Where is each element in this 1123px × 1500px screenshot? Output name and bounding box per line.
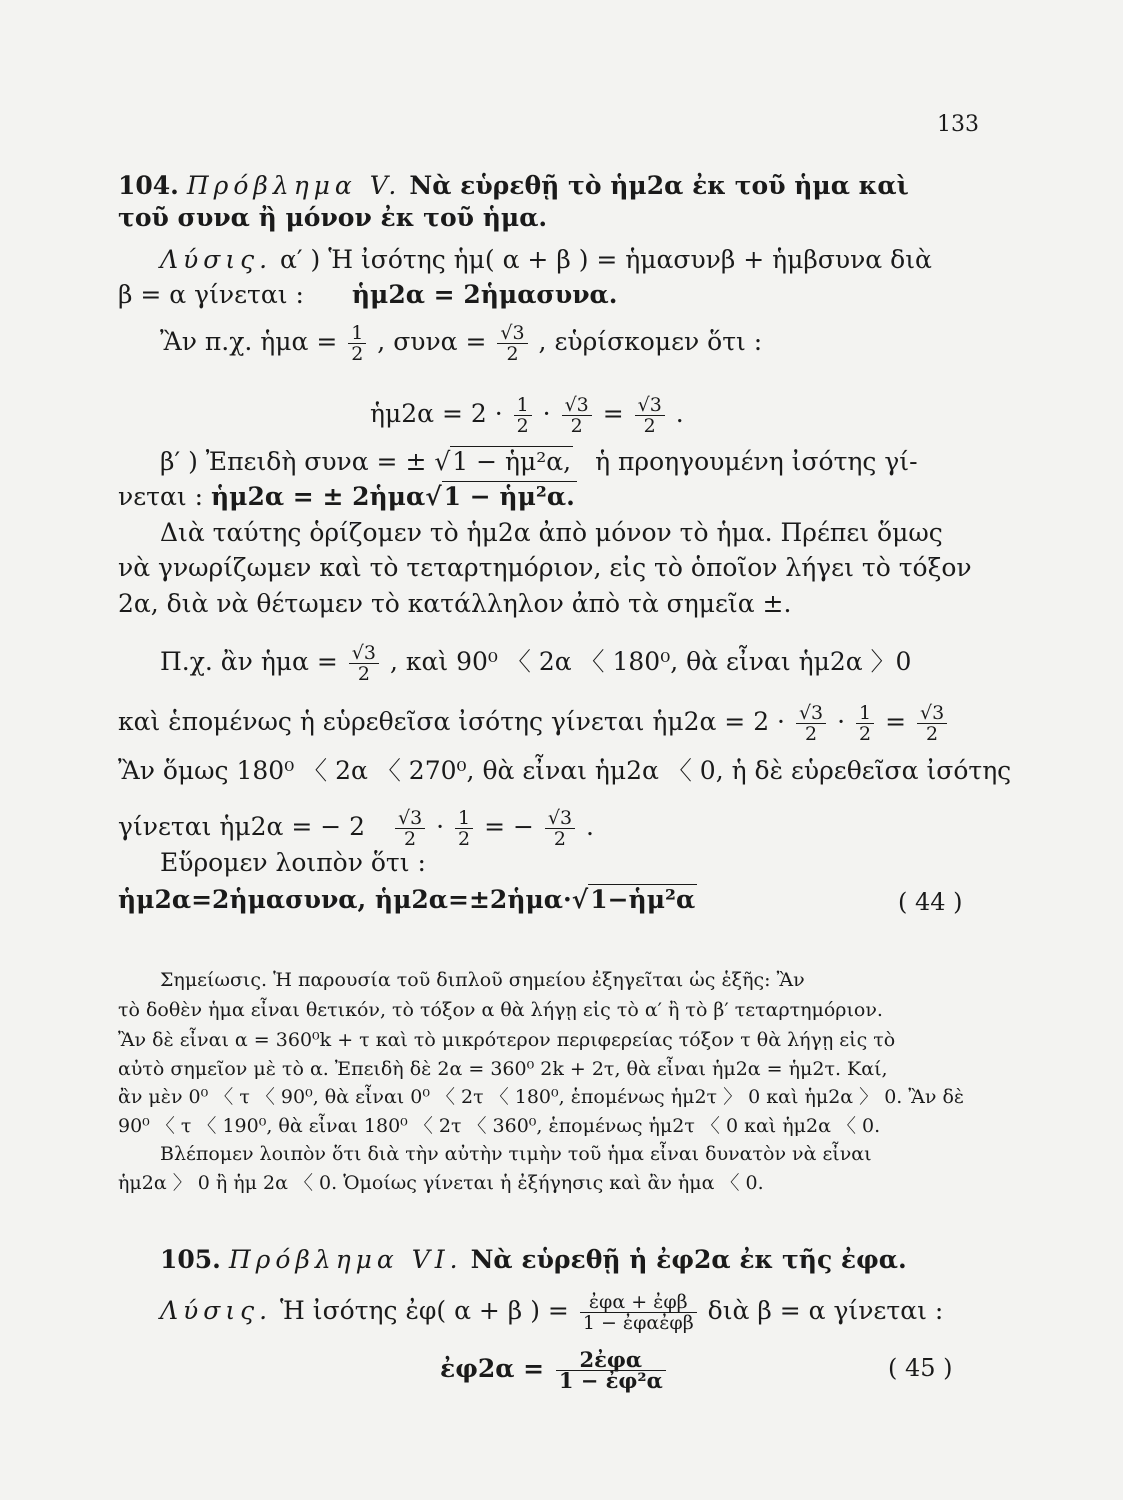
period: . (586, 812, 594, 841)
example-2-text-a: Π.χ. ἂν ἡμα = (160, 647, 338, 676)
solution-line-2 (118, 280, 618, 310)
equals-sign: = (602, 399, 624, 428)
radical-sign: √ (434, 447, 451, 476)
dot-operator: · (436, 812, 445, 841)
frac-den: 2 (926, 723, 939, 745)
radical-expression (434, 446, 573, 476)
solution-line-1 (160, 245, 932, 275)
fraction-sqrt3-half (796, 703, 826, 744)
remark-line-5: ἂν μὲν 0⁰ 〈 τ 〈 90⁰, θὰ εἶναι 0⁰ 〈 2τ 〈 180⁰, ἑπομένως ἡμ2τ 〉 0 καὶ ἡμ2α 〉 0. Ἂν δὲ (118, 1086, 965, 1108)
frac-num: √3 (545, 808, 575, 829)
fraction-sqrt3-half (497, 323, 527, 364)
problem-105-title: Πρόβλημα VI. (228, 1245, 463, 1274)
radical-sign: √ (571, 885, 589, 914)
part-b-text-c: νεται : (118, 482, 204, 511)
fraction-one-half (856, 703, 874, 744)
formula-sin2a: ἡμ2α = 2ἡμασυνα. (351, 280, 618, 309)
fraction-tan-sum (580, 1292, 697, 1333)
remark-line-3: Ἂν δὲ εἶναι α = 360⁰k + τ καὶ τὸ μικρότερον περιφερείας τόξον τ θὰ λήγῃ εἰς τὸ (118, 1029, 896, 1051)
frac-num: √3 (349, 643, 379, 664)
frac-den: 2 (506, 343, 519, 365)
example-text-c: , εὑρίσκομεν ὅτι : (538, 327, 763, 356)
frac-den: 2 (357, 663, 370, 685)
frac-num: 1 (856, 703, 874, 724)
part-b-text-b: ἡ προηγουμένη ἰσότης γί- (595, 447, 918, 476)
solution-105-text-a: Ἡ ἰσότης ἐφ( α + β ) = (280, 1296, 569, 1325)
example-text-b: , συνα = (377, 327, 487, 356)
fraction-sqrt3-half (635, 395, 665, 436)
fraction-tan2a (556, 1347, 666, 1393)
frac-den: 2 (570, 415, 583, 437)
solution-text-1: α′ ) Ἡ ἰσότης ἡμ( α + β ) = ἡμασυνβ + ἡμβσυνα διὰ (280, 245, 932, 274)
example-2-text-b: , καὶ 90⁰ 〈 2α 〈 180⁰, θὰ εἶναι ἡμ2α 〉0 (389, 647, 912, 676)
problem-104-number: 104. (118, 171, 179, 200)
formula-45-lhs: ἐφ2α = (440, 1354, 545, 1383)
example-result (370, 395, 684, 436)
part-b-line-2 (118, 482, 577, 512)
period: . (675, 399, 684, 428)
fraction-one-half (514, 395, 532, 436)
solution-label: Λύσις. (160, 1296, 273, 1325)
problem-105-statement: Νὰ εὑρεθῇ ἡ ἐφ2α ἐκ τῆς ἐφα. (470, 1245, 907, 1274)
problem-104-statement-a: Νὰ εὑρεθῇ τὸ ἡμ2α ἐκ τοῦ ἡμα καὶ (409, 171, 909, 200)
fraction-sqrt3-half (562, 395, 592, 436)
frac-num: √3 (395, 808, 425, 829)
frac-den: 2 (404, 828, 417, 850)
fraction-one-half (455, 808, 473, 849)
formula-plusminus: ἡμ2α = ± 2ἡμα (211, 482, 426, 511)
solution-105-text-b: διὰ β = α γίνεται : (707, 1296, 944, 1325)
radical-expression (425, 481, 577, 511)
remark-line-7: Βλέπομεν λοιπὸν ὅτι διὰ τὴν αὐτὴν τιμὴν τοῦ ἡμα εἶναι δυνατὸν νὰ εἶναι (160, 1143, 872, 1165)
fraction-sqrt3-half (917, 703, 947, 744)
conclusion-intro: Εὕρομεν λοιπὸν ὅτι : (160, 848, 426, 877)
problem-104-statement-b: τοῦ συνα ἢ μόνον ἐκ τοῦ ἡμα. (118, 203, 548, 232)
solution-text-2a: β = α γίνεται : (118, 280, 304, 309)
frac-num: √3 (635, 395, 665, 416)
problem-104-title: Πρόβλημα V. (186, 171, 402, 200)
frac-den: 1 − ἐφαἐφβ (582, 1312, 694, 1334)
case-line: Ἂν ὅμως 180⁰ 〈 2α 〈 270⁰, θὰ εἶναι ἡμ2α 〈 0, ἡ δὲ εὑρεθεῖσα ἰσότης (118, 756, 1012, 785)
formula-44 (118, 885, 697, 915)
equals-minus: = − (484, 812, 534, 841)
radicand: 1 − ἡμ²α. (443, 482, 575, 511)
remark-line-8: ἡμ2α 〉 0 ἢ ἡμ 2α 〈 0. Ὁμοίως γίνεται ἡ ἐξήγησις καὶ ἂν ἡμα 〈 0. (118, 1172, 764, 1194)
frac-num: 2ἐφα (556, 1350, 666, 1371)
example-text-a: Ἂν π.χ. ἡμα = (160, 327, 338, 356)
formula-44-text: ἡμ2α=2ἡμασυνα, ἡμ2α=±2ἡμα· (118, 885, 572, 914)
frac-num: ἐφα + ἐφβ (580, 1292, 697, 1313)
frac-num: 1 (514, 395, 532, 416)
remark-line-2: τὸ δοθὲν ἡμα εἶναι θετικόν, τὸ τόξον α θὰ λήγῃ εἰς τὸ α′ ἢ τὸ β′ τεταρτημόριον. (118, 999, 883, 1021)
problem-105-solution (160, 1292, 943, 1333)
remark-line-1: Σημείωσις. Ἡ παρουσία τοῦ διπλοῦ σημείου ἐξηγεῖται ὡς ἑξῆς: Ἂν (160, 969, 805, 991)
remark-line-4: αὐτὸ σημεῖον μὲ τὸ α. Ἐπειδὴ δὲ 2α = 360⁰ 2k + 2τ, θὰ εἶναι ἡμ2α = ἡμ2τ. Καί, (118, 1058, 888, 1080)
fraction-sqrt3-half (349, 643, 379, 684)
fraction-sqrt3-half (545, 808, 575, 849)
frac-num: √3 (562, 395, 592, 416)
example-line (160, 323, 762, 364)
page-number: 133 (937, 112, 979, 137)
paragraph-line-1: Διὰ ταύτης ὁρίζομεν τὸ ἡμ2α ἀπὸ μόνον τὸ ἡμα. Πρέπει ὅμως (160, 518, 943, 547)
frac-den: 2 (516, 415, 529, 437)
case-result (118, 808, 594, 849)
frac-num: √3 (796, 703, 826, 724)
remark-line-6: 90⁰ 〈 τ 〈 190⁰, θὰ εἶναι 180⁰ 〈 2τ 〈 360⁰, ἑπομένως ἡμ2τ 〈 0 καὶ ἡμ2α 〈 0. (118, 1115, 881, 1137)
frac-num: 1 (348, 323, 366, 344)
frac-num: √3 (497, 323, 527, 344)
example-2-result (118, 703, 950, 744)
dot-operator: · (542, 399, 551, 428)
radicand: 1 − ἡμ²α, (452, 447, 572, 476)
frac-den: 2 (643, 415, 656, 437)
frac-den: 2 (351, 343, 364, 365)
problem-104-heading (118, 171, 909, 201)
frac-den: 1 − ἐφ²α (558, 1368, 663, 1393)
problem-105-number: 105. (160, 1245, 221, 1274)
part-b-line (160, 447, 918, 477)
radical-expression (572, 884, 697, 914)
example-2-line (160, 643, 911, 684)
equation-number-44: ( 44 ) (898, 888, 963, 916)
frac-num: √3 (917, 703, 947, 724)
fraction-sqrt3-half (395, 808, 425, 849)
solution-label: Λύσις. (160, 245, 273, 274)
radical-sign: √ (425, 482, 442, 511)
result-text: ἡμ2α = 2 · (370, 399, 503, 428)
dot-operator: · (837, 707, 846, 736)
frac-den: 2 (553, 828, 567, 850)
equation-number-45: ( 45 ) (888, 1354, 953, 1382)
paragraph-line-2: νὰ γνωρίζωμεν καὶ τὸ τεταρτημόριον, εἰς τὸ ὁποῖον λήγει τὸ τόξον (118, 553, 972, 582)
formula-45 (440, 1347, 669, 1393)
paragraph-line-3: 2α, διὰ νὰ θέτωμεν τὸ κατάλληλον ἀπὸ τὰ σημεῖα ±. (118, 589, 792, 618)
frac-num: 1 (455, 808, 473, 829)
frac-den: 2 (458, 828, 471, 850)
fraction-one-half (348, 323, 366, 364)
frac-den: 2 (859, 723, 872, 745)
example-2-result-text: καὶ ἑπομένως ἡ εὑρεθεῖσα ἰσότης γίνεται ἡμ2α = 2 · (118, 707, 785, 736)
equals-sign: = (885, 707, 907, 736)
problem-105-heading (160, 1245, 907, 1275)
radicand: 1−ἡμ²α (590, 885, 696, 914)
frac-den: 2 (805, 723, 818, 745)
case-result-text: γίνεται ἡμ2α = − 2 (118, 812, 366, 841)
part-b-text-a: β′ ) Ἐπειδὴ συνα = ± (160, 447, 427, 476)
